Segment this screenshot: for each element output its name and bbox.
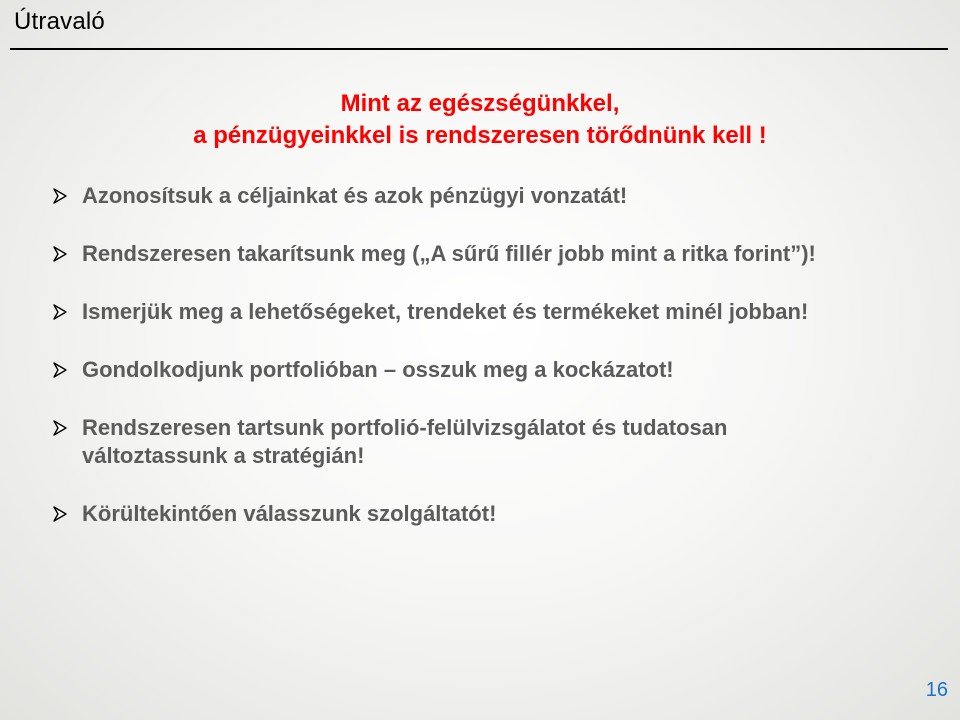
- headline-line-1: Mint az egészségünkkel,: [340, 90, 620, 117]
- slide-title: Útravaló: [14, 8, 105, 35]
- arrowhead-bullet-icon: [52, 506, 68, 522]
- bullet-item: [52, 298, 942, 326]
- bullet-text: [82, 500, 942, 528]
- bullet-line: Rendszeresen tartsunk portfolió-felülvizsgálatot és tudatosan: [82, 415, 728, 440]
- arrowhead-bullet-icon: [52, 246, 68, 262]
- headline: [0, 88, 960, 152]
- slide-header: [0, 0, 960, 50]
- bullet-text: [82, 240, 942, 268]
- bullet-item: [52, 240, 942, 268]
- bullet-text: [82, 182, 942, 210]
- bullet-line: Körültekintően válasszunk szolgáltatót!: [82, 501, 497, 526]
- arrowhead-bullet-icon: [52, 420, 68, 436]
- page-number: 16: [925, 679, 948, 701]
- bullet-item: [52, 500, 942, 528]
- bullet-text: [82, 356, 942, 384]
- bullet-line: változtassunk a stratégián!: [82, 443, 365, 468]
- bullet-list: [52, 182, 942, 528]
- bullet-text: [82, 298, 942, 326]
- bullet-line: Rendszeresen takarítsunk meg („A sűrű fillér jobb mint a ritka forint”)!: [82, 241, 816, 266]
- bullet-text: [82, 414, 942, 470]
- arrowhead-bullet-icon: [52, 304, 68, 320]
- bullet-item: [52, 182, 942, 210]
- arrowhead-bullet-icon: [52, 188, 68, 204]
- header-divider: [10, 48, 948, 50]
- bullet-line: Ismerjük meg a lehetőségeket, trendeket és termékeket minél jobban!: [82, 299, 809, 324]
- headline-line-2: a pénzügyeinkkel is rendszeresen törődnünk kell !: [193, 122, 767, 149]
- arrowhead-bullet-icon: [52, 362, 68, 378]
- bullet-line: Azonosítsuk a céljainkat és azok pénzügyi vonzatát!: [82, 183, 628, 208]
- bullet-item: [52, 356, 942, 384]
- bullet-item: [52, 414, 942, 470]
- bullet-line: Gondolkodjunk portfolióban – osszuk meg a kockázatot!: [82, 357, 674, 382]
